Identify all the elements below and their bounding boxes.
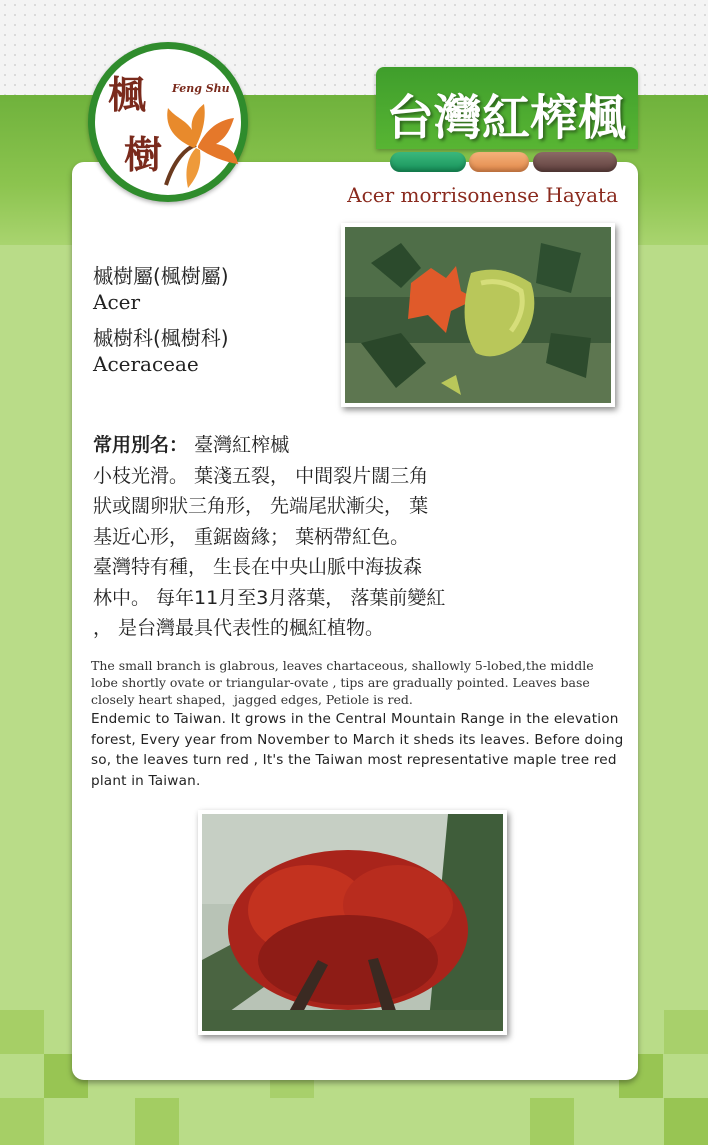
- description-line: 基近心形， 重鋸齒緣； 葉柄帶紅色。: [93, 525, 410, 548]
- description-line: ， 是台灣最具代表性的楓紅植物。: [93, 617, 385, 639]
- decor-square: [664, 1010, 708, 1054]
- english-habitat-description: Endemic to Taiwan. It grows in the Central Mountain Range in the elevation forest, Every year from November to March it sheds its leaves. Before doing so, the leaves turn red , It's the Taiwan most representative maple tree red plant in Taiwan.: [91, 711, 624, 789]
- decor-square: [0, 1098, 44, 1145]
- accent-bar-green: [390, 152, 466, 172]
- common-name-line: [93, 430, 613, 461]
- family-latin: Aceraceae: [93, 352, 199, 376]
- decor-square: [135, 1098, 179, 1145]
- tree-photo-image: [198, 810, 507, 1035]
- logo-char-bottom: 樹: [124, 132, 163, 177]
- description-line: 林中。 每年11月至3月落葉， 落葉前變紅: [93, 586, 446, 609]
- family-chinese: 槭樹科(楓樹科): [93, 326, 229, 350]
- description-line: 臺灣特有種， 生長在中央山脈中海拔森: [93, 556, 423, 578]
- accent-bar-brown: [533, 152, 617, 172]
- description-line: 小枝光滑。 葉淺五裂， 中間裂片闊三角: [93, 464, 429, 487]
- accent-bar-orange: [469, 152, 529, 172]
- page-title: 台灣紅榨楓: [386, 90, 627, 146]
- logo-english-name: Feng Shu: [172, 82, 230, 95]
- genus-latin: Acer: [93, 290, 141, 314]
- scientific-name: Acer morrisonense Hayata: [347, 183, 618, 207]
- decor-square: [0, 1010, 44, 1054]
- feng-shu-logo: [88, 42, 248, 202]
- leaf-photo-image: [341, 223, 615, 407]
- common-name-label: 常用別名：: [93, 434, 189, 456]
- red-maple-tree-photo: [198, 810, 507, 1035]
- common-name-value: 臺灣紅榨槭: [194, 434, 290, 456]
- maple-leaves-photo: [341, 223, 615, 407]
- logo-char-top: 楓: [108, 72, 147, 117]
- description-line: 狀或闊卵狀三角形， 先端尾狀漸尖， 葉: [93, 495, 429, 517]
- chinese-description: [93, 430, 613, 644]
- genus-chinese: 槭樹屬(楓樹屬): [93, 264, 229, 288]
- decor-square: [664, 1098, 708, 1145]
- decor-square: [530, 1098, 574, 1145]
- english-botanical-description: The small branch is glabrous, leaves chartaceous, shallowly 5-lobed,the middle lobe shortly ovate or triangular-ovate , tips are gradually pointed. Leaves base closely heart shaped，jagged edges, Petiole is red.: [91, 658, 594, 707]
